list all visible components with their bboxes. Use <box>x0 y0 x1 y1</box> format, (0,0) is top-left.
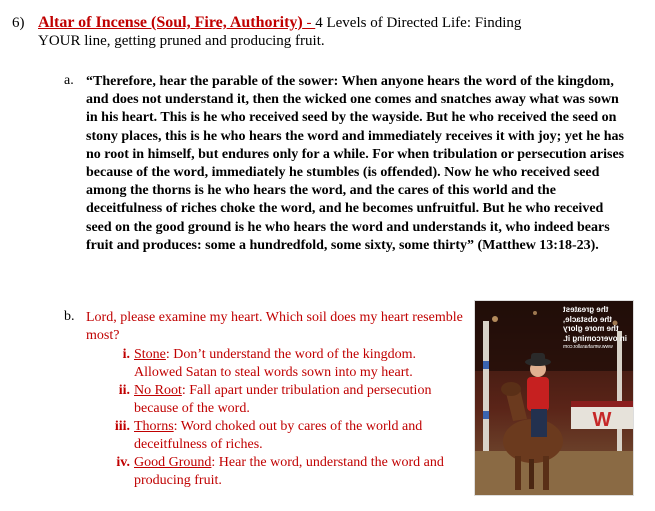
soil-desc: : Don’t understand the word of the kingdom. Allowed Satan to steal words sown into my heart. <box>134 347 417 380</box>
soil-item-no-root <box>104 382 464 418</box>
section-subtitle-line1: 4 Levels of Directed Life: Finding <box>315 15 522 31</box>
item-marker-a: a. <box>64 73 74 88</box>
overlay-small-text: www.wmaharallor.com <box>562 344 613 350</box>
overlay-line: the greatest <box>562 305 609 314</box>
photo-overlay-quote <box>563 305 627 351</box>
soil-item-thorns <box>104 418 464 454</box>
section-title: Altar of Incense (Soul, Fire, Authority) <box>38 14 303 31</box>
section-heading <box>12 14 642 50</box>
banner-letter: W <box>592 409 612 431</box>
soil-numeral: ii. <box>118 383 130 398</box>
scripture-quote: “Therefore, hear the parable of the sower: When anyone hears the word of the kingdom, and does not understand it, then the wicked one comes and snatches away what was sown in his heart. This is he who received seed by the wayside. But he who received the seed on stony places, this is he who hears the word and immediately receives it with joy; yet he has no root in himself, but endures only for a while. For when tribulation or persecution arises because of the word, immediately he stumbles (is offended). Now he who received seed among the thorns is he who hears the word, and the cares of this world and the deceitfulness of riches choke the word, and he becomes unfruitful. But he who received seed on the good ground is he who hears the word and understands it, who indeed bears fruit and produces: some a hundredfold, some sixty, some thirty” (Matthew 13:18-23). <box>86 74 625 253</box>
soil-item-stone <box>104 346 464 382</box>
soil-desc: : Fall apart under tribulation and persecution because of the word. <box>134 383 432 416</box>
soil-numeral: iii. <box>114 419 130 434</box>
soil-name: Good Ground <box>134 455 212 470</box>
question-item <box>64 309 474 345</box>
soil-name: Stone <box>134 347 166 362</box>
soil-item-good-ground <box>104 454 464 490</box>
soil-numeral: i. <box>122 347 130 362</box>
soil-name: No Root <box>134 383 182 398</box>
overlay-line: in overcoming it. <box>562 333 627 343</box>
soil-list <box>104 346 464 490</box>
soil-name: Thorns <box>134 419 174 434</box>
item-marker-b: b. <box>64 309 75 324</box>
soil-numeral: iv. <box>116 455 130 470</box>
section-number: 6) <box>12 15 25 31</box>
soil-desc: : Hear the word, understand the word and producing fruit. <box>134 455 444 488</box>
title-dash: - <box>302 15 316 31</box>
section-subtitle-line2: YOUR line, getting pruned and producing fruit. <box>38 33 325 49</box>
question-text: Lord, please examine my heart. Which soil does my heart resemble most? <box>86 310 463 343</box>
scripture-item <box>64 73 629 255</box>
overlay-line: the obstacle, <box>562 314 612 324</box>
overlay-line: the more glory <box>562 324 619 333</box>
horse-rider-photo <box>474 300 634 496</box>
soil-desc: : Word choked out by cares of the world and deceitfulness of riches. <box>134 419 423 452</box>
